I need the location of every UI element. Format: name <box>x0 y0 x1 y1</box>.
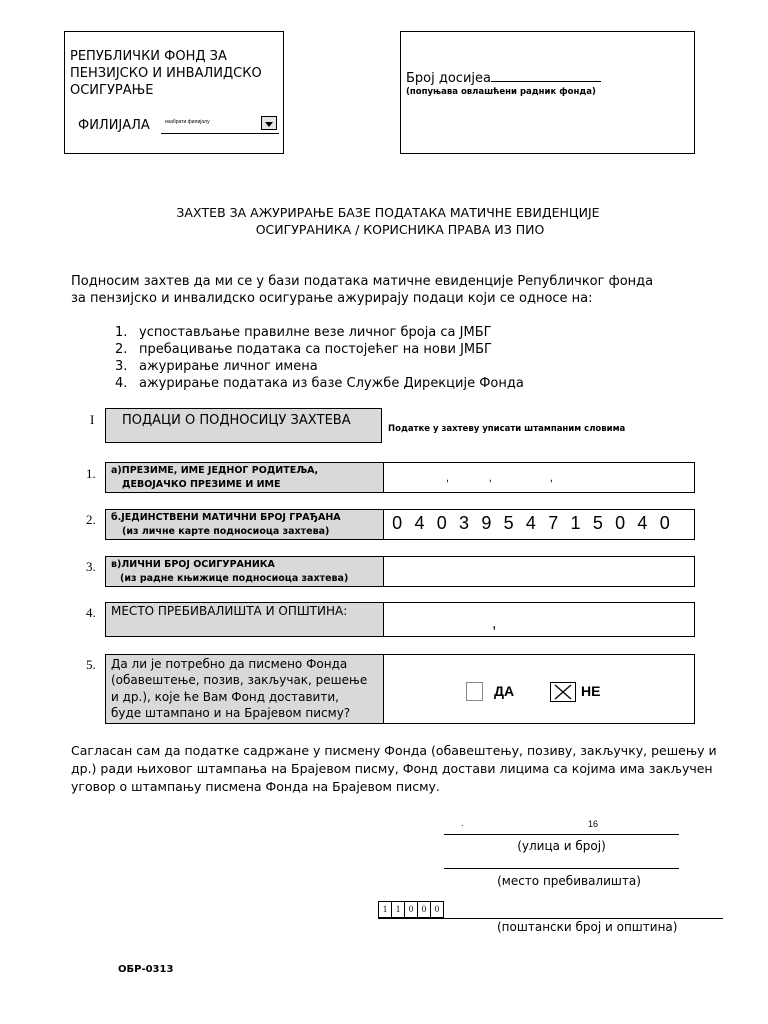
file-number-label: Број досијеа <box>406 69 601 86</box>
intro-line2: за пензијско и инвалидско осигурање ажурирају подаци који се односе на: <box>71 291 593 306</box>
postal-field[interactable] <box>378 901 723 919</box>
row-number: 2. <box>86 512 96 527</box>
street-value-dot: . <box>461 818 464 828</box>
intro-line1: Подносим захтев да ми се у бази података матичне евиденције Републичког фонда <box>71 274 654 289</box>
row-braille <box>105 654 695 724</box>
file-number-note: (попуњава овлашћени радник фонда) <box>406 87 596 97</box>
jmbg-field[interactable] <box>386 513 676 534</box>
row-residence <box>105 602 695 637</box>
no-checkbox[interactable] <box>550 682 576 702</box>
branch-label: ФИЛИЈАЛА <box>78 118 150 133</box>
row-jmbg-label <box>106 510 384 539</box>
row-braille-label-line1: Да ли је потребно да писмено Фонда <box>111 657 348 671</box>
section-note: Податке у захтеву уписати штампаним словима <box>388 424 626 434</box>
row-insured-number-label-line1: в)ЛИЧНИ БРОЈ ОСИГУРАНИКА <box>111 559 275 570</box>
section-title: ПОДАЦИ О ПОДНОСИЦУ ЗАХТЕВА <box>122 413 351 428</box>
request-list <box>115 324 524 392</box>
row-residence-label <box>106 603 384 636</box>
institution-name-line2: ПЕНЗИЈСКО И ИНВАЛИДСКО <box>70 66 262 81</box>
row-braille-label-line4: буде штампано и на Брајевом писму? <box>111 706 351 720</box>
file-number-box <box>400 31 695 154</box>
postal-digit: 1 <box>379 902 392 917</box>
postal-digit: 0 <box>405 902 418 917</box>
section-title-box <box>105 408 382 443</box>
consent-line3: уговор о штампању писмена Фонда на Брајевом писму. <box>71 779 440 794</box>
street-caption: (улица и број) <box>517 839 606 853</box>
jmbg-digit: 1 <box>570 513 581 533</box>
jmbg-digit: 4 <box>637 513 648 533</box>
row-insured-number-label-line2: (из радне књижице подносиоца захтева) <box>120 573 349 584</box>
postal-caption: (поштански број и општина) <box>497 920 678 934</box>
place-field[interactable] <box>444 852 679 869</box>
jmbg-digit: 0 <box>392 513 403 533</box>
jmbg-digit: 0 <box>659 513 670 533</box>
row-jmbg <box>105 509 695 540</box>
list-item: 1. успостављање правилне везе личног броја са ЈМБГ <box>115 325 492 340</box>
form-title-line2: ОСИГУРАНИКА / КОРИСНИКА ПРАВА ИЗ ПИО <box>255 222 545 237</box>
row-name-label <box>106 463 384 492</box>
jmbg-digit: 5 <box>503 513 514 533</box>
residence-field[interactable]: , <box>492 615 497 632</box>
branch-dropdown-text: изабрати филијалу <box>165 119 210 125</box>
street-number: 16 <box>588 819 599 829</box>
jmbg-digit: 7 <box>548 513 559 533</box>
no-label: НЕ <box>581 683 601 699</box>
row-name-label-line2: ДЕВОЈАЧКО ПРЕЗИМЕ И ИМЕ <box>122 479 281 490</box>
place-caption: (место пребивалишта) <box>497 874 641 888</box>
jmbg-digit: 9 <box>481 513 492 533</box>
consent-line1: Сагласан сам да податке садржане у писмену Фонда (обавештењу, позиву, закључку, решењу и <box>71 743 717 758</box>
row-name-label-line1: а)ПРЕЗИМЕ, ИМЕ ЈЕДНОГ РОДИТЕЉА, <box>111 465 319 476</box>
consent-line2: др.) ради њиховог штампања на Брајевом писму, Фонд достави лицима са којима има закључен <box>71 761 713 776</box>
jmbg-digit: 3 <box>459 513 470 533</box>
row-braille-label-line2: (обавештење, позив, закључак, решење <box>111 673 368 687</box>
row-number: 3. <box>86 559 96 574</box>
row-name <box>105 462 695 493</box>
postal-digit: 0 <box>418 902 431 917</box>
file-number-field[interactable] <box>491 69 601 82</box>
row-insured-number-label <box>106 557 384 586</box>
yes-checkbox[interactable] <box>466 682 483 701</box>
institution-box <box>64 31 284 154</box>
row-jmbg-label-line1: б.ЈЕДИНСТВЕНИ МАТИЧНИ БРОЈ ГРАЂАНА <box>111 512 341 523</box>
row-number: 5. <box>86 657 96 672</box>
jmbg-digit: 5 <box>592 513 603 533</box>
row-jmbg-label-line2: (из личне карте подносиоца захтева) <box>122 526 330 537</box>
row-braille-label-line3: и др.), које ће Вам Фонд доставити, <box>111 690 339 704</box>
postal-digit: 1 <box>392 902 405 917</box>
list-item: 4. ажурирање података из базе Службе Дирекције Фонда <box>115 376 524 391</box>
insured-number-field[interactable] <box>391 561 691 583</box>
postal-code-cells <box>378 901 444 918</box>
chevron-down-icon[interactable] <box>261 116 277 130</box>
jmbg-digit: 4 <box>525 513 536 533</box>
branch-dropdown[interactable] <box>161 116 279 134</box>
name-field[interactable]: , , , <box>446 472 553 484</box>
jmbg-digit: 4 <box>414 513 425 533</box>
row-braille-label <box>106 655 384 723</box>
check-x-icon <box>551 683 575 701</box>
section-roman: I <box>90 412 95 427</box>
form-title-line1: ЗАХТЕВ ЗА АЖУРИРАЊЕ БАЗЕ ПОДАТАКА МАТИЧНЕ ЕВИДЕНЦИЈЕ <box>176 205 600 220</box>
institution-name-line3: ОСИГУРАЊЕ <box>70 83 154 98</box>
row-number: 1. <box>86 466 96 481</box>
street-field[interactable] <box>444 818 679 835</box>
row-insured-number <box>105 556 695 587</box>
list-item: 3. ажурирање личног имена <box>115 359 318 374</box>
list-item: 2. пребацивање података са постојећег на нови ЈМБГ <box>115 342 492 357</box>
jmbg-digit: 0 <box>615 513 626 533</box>
row-residence-label-line1: МЕСТО ПРЕБИВАЛИШТА И ОПШТИНА: <box>111 604 348 618</box>
form-code: ОБР-0313 <box>118 964 174 975</box>
jmbg-digit: 0 <box>436 513 447 533</box>
yes-label: ДА <box>494 683 515 699</box>
row-number: 4. <box>86 605 96 620</box>
postal-digit: 0 <box>431 902 444 917</box>
institution-name-line1: РЕПУБЛИЧКИ ФОНД ЗА <box>70 49 227 64</box>
